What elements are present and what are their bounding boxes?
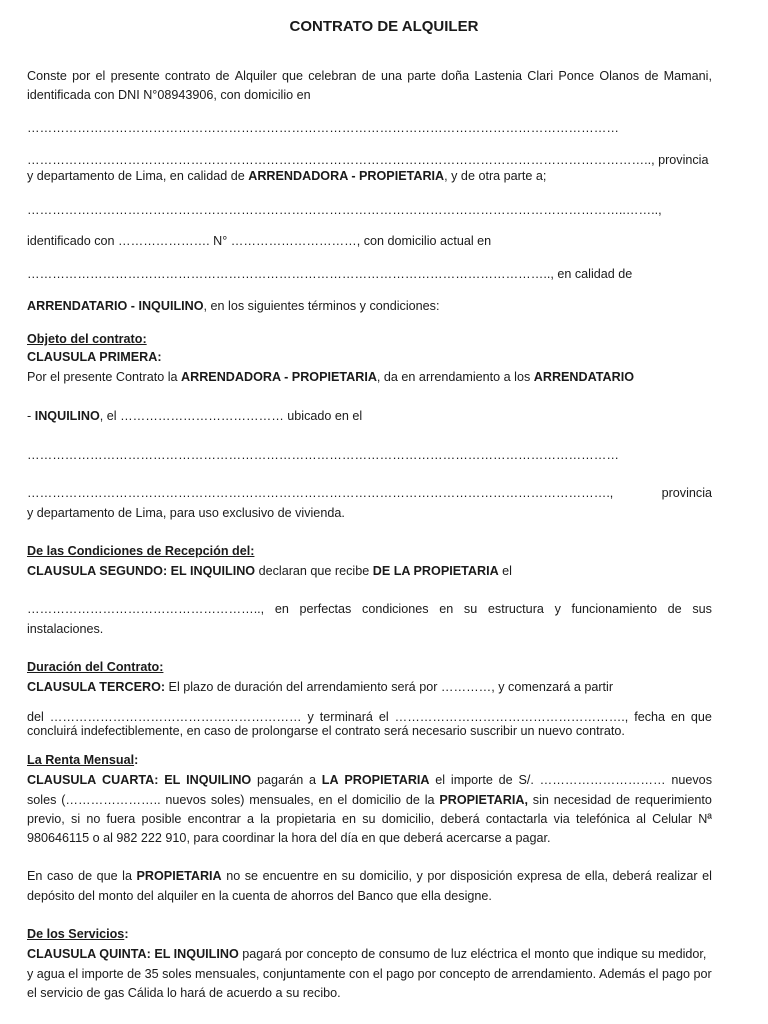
w: deberá xyxy=(440,812,480,826)
w: que xyxy=(690,710,712,724)
clause-5-heading xyxy=(27,926,129,942)
w: necesidad xyxy=(553,793,612,807)
text: , el ………………………………… ubicado en el xyxy=(99,409,363,423)
w: pagarán xyxy=(257,773,304,787)
w: en xyxy=(318,793,333,807)
w: de xyxy=(615,793,630,807)
w: sus xyxy=(692,602,712,616)
text: , en los siguientes términos y condiciones: xyxy=(203,299,440,313)
intro-blank-province: ………………………………………………………………………………………………………………………………….., provincia xyxy=(27,153,709,167)
w: de xyxy=(78,869,93,883)
w: mensuales, xyxy=(249,793,314,807)
w: y xyxy=(416,869,423,883)
w: no xyxy=(226,869,241,883)
text: ARRENDATARIO xyxy=(533,370,635,384)
w: de xyxy=(405,793,420,807)
text: La Renta Mensual xyxy=(27,753,135,767)
w: soles) xyxy=(210,793,245,807)
w: EL xyxy=(164,773,181,787)
w: de xyxy=(667,602,682,616)
w: el xyxy=(95,69,106,83)
w: expresa xyxy=(516,869,562,883)
w: del xyxy=(27,710,44,724)
clause-4-heading xyxy=(27,752,138,768)
intro-quality: …………………………………………………………………………………………………………….., en calidad de xyxy=(27,267,633,281)
w: terminará xyxy=(319,710,373,724)
contract-title: CONTRATO DE ALQUILER xyxy=(289,18,479,35)
text: INQUILINO xyxy=(34,409,100,423)
w: no xyxy=(86,812,101,826)
text: El plazo de duración del arrendamiento será por …………, y comenzará a partir xyxy=(165,680,614,694)
text: Por el presente Contrato la xyxy=(27,370,182,384)
intro-line-1 xyxy=(27,68,712,84)
w: parte xyxy=(407,69,436,83)
party-arrendadora: ARRENDADORA - PROPIETARIA xyxy=(248,169,445,183)
intro-identified: identificado con …………………. N° …………………………, con domicilio actual en xyxy=(27,234,492,248)
w: Conste xyxy=(27,69,67,83)
w: PROPIETARIA, xyxy=(439,793,528,807)
clause-5-line-2: y agua el importe de 35 soles mensuales, conjuntamente con el pago por concepto de arrendamiento. Además el pago por xyxy=(27,967,712,981)
w: ……………………………………………….., xyxy=(27,602,265,616)
clause-4-p2-line-2: depósito del monto del alquiler en la cuenta de ahorros del Banco que ella designe. xyxy=(27,889,492,903)
text: De los Servicios xyxy=(27,927,125,941)
w: Olanos xyxy=(599,69,640,83)
w: por xyxy=(427,869,446,883)
w: disposición xyxy=(450,869,513,883)
w: Nª xyxy=(698,812,712,826)
clause-5-line-3: el servicio de gas Cálida lo hará de acuerdo a su recibo. xyxy=(27,986,341,1000)
clause-4-line-2 xyxy=(27,792,712,808)
w: la xyxy=(260,812,271,826)
w: soles xyxy=(27,793,57,807)
w: perfectas xyxy=(299,602,352,616)
w: Alquiler xyxy=(234,69,277,83)
w: en xyxy=(670,710,685,724)
w: su xyxy=(362,812,376,826)
clause-1-heading: Objeto del contrato: xyxy=(27,332,147,346)
text: …………………………………………………………………………………………………………………………., xyxy=(27,486,614,500)
text: CLAUSULA TERCERO: xyxy=(27,680,166,694)
w: PROPIETARIA xyxy=(344,773,430,787)
w: CUARTA: xyxy=(102,773,159,787)
w: encontrar xyxy=(187,812,241,826)
party-arrendatario: ARRENDATARIO - INQUILINO xyxy=(27,299,204,313)
w: En xyxy=(27,869,43,883)
clause-1-line-2 xyxy=(27,408,362,424)
w: Clari xyxy=(527,69,554,83)
w: en xyxy=(439,602,454,616)
clause-1-line-1 xyxy=(27,369,634,385)
w: posible xyxy=(141,812,182,826)
w: si xyxy=(71,812,81,826)
w: presente xyxy=(110,69,160,83)
w: (………………….. xyxy=(61,793,161,807)
w: CLAUSULA xyxy=(27,773,97,787)
w: domicilio, xyxy=(359,869,413,883)
clause-2-line-3: instalaciones. xyxy=(27,622,104,636)
w: se xyxy=(244,869,259,883)
w: Celular xyxy=(652,812,692,826)
clause-2-line-1 xyxy=(27,563,512,579)
intro-line-9 xyxy=(27,298,439,314)
w: ella, xyxy=(584,869,608,883)
w: funcionamiento xyxy=(571,602,657,616)
w: de xyxy=(566,869,581,883)
w: deberá xyxy=(612,869,652,883)
w: por xyxy=(72,69,91,83)
text: , da en arrendamiento a los xyxy=(376,370,534,384)
intro-line-2: identificada con DNI N°08943906, con domicilio en xyxy=(27,88,311,102)
w: al xyxy=(636,812,646,826)
w: encuentre xyxy=(262,869,319,883)
w: LA xyxy=(321,773,339,787)
w: el xyxy=(337,793,348,807)
intro-line-5 xyxy=(27,168,546,184)
w: Lastenia xyxy=(474,69,523,83)
w: a xyxy=(309,773,317,787)
w: nuevos xyxy=(671,773,712,787)
text: pagará por concepto de consumo de luz eléctrica el monto que indique su medidor, xyxy=(238,947,707,961)
w: fuera xyxy=(106,812,136,826)
intro-blank-line-2: ……………………………………………………………………………………………………………………………..…….., xyxy=(27,203,662,217)
w: el xyxy=(378,710,389,724)
w: Mamani, xyxy=(663,69,712,83)
clause-4-line-4: 980646115 o al 982 222 910, para coordinar la hora del día en que deberá acercarse a pagar. xyxy=(27,831,551,845)
w: una xyxy=(381,69,403,83)
w: nuevos xyxy=(165,793,207,807)
clause-3-line-1 xyxy=(27,679,613,695)
w: realizar xyxy=(656,869,698,883)
w: condiciones xyxy=(362,602,429,616)
w: su xyxy=(341,869,355,883)
clause-4-line-1 xyxy=(27,772,712,788)
clause-2-heading: De las Condiciones de Recepción del: xyxy=(27,544,255,558)
w: de xyxy=(215,69,230,83)
text: CLAUSULA QUINTA: EL INQUILINO xyxy=(27,947,239,961)
w: en xyxy=(323,869,338,883)
w: estructura xyxy=(487,602,544,616)
w: caso xyxy=(46,869,74,883)
w: telefónica xyxy=(575,812,630,826)
clause-2-line-2 xyxy=(27,601,712,617)
w: importe xyxy=(450,773,493,787)
w: …………………………………………………… xyxy=(49,710,302,724)
w: domicilio, xyxy=(381,812,435,826)
clause-4-p2-line-1 xyxy=(27,868,712,884)
text: el xyxy=(498,564,512,578)
w: de xyxy=(498,773,513,787)
w: a xyxy=(247,812,255,826)
text: provincia xyxy=(661,486,712,500)
w: PROPIETARIA xyxy=(136,869,222,883)
w: S/. xyxy=(518,773,534,787)
w: fecha xyxy=(634,710,666,724)
clause-1-province xyxy=(27,485,712,501)
w: la xyxy=(424,793,435,807)
w: de xyxy=(361,69,376,83)
w: de xyxy=(644,69,659,83)
clause-3-heading: Duración del Contrato: xyxy=(27,660,164,674)
w: sin xyxy=(532,793,549,807)
w: el xyxy=(435,773,446,787)
w: INQUILINO xyxy=(186,773,252,787)
w: celebran xyxy=(308,69,357,83)
w: ………………………… xyxy=(539,773,666,787)
w: previo, xyxy=(27,812,65,826)
clause-3-line-3: concluirá indefectiblemente, en caso de prolongarse el contrato será necesario suscribir un nuevo contrato. xyxy=(27,724,625,738)
w: via xyxy=(553,812,570,826)
text: , y de otra parte a; xyxy=(444,169,547,183)
w: la xyxy=(122,869,132,883)
clause-4-line-3 xyxy=(27,811,712,827)
w: en xyxy=(341,812,356,826)
w: domicilio xyxy=(352,793,402,807)
w: doña xyxy=(441,69,470,83)
text: declaran que recibe xyxy=(255,564,373,578)
w: propietaria xyxy=(276,812,336,826)
text: ARRENDADORA - PROPIETARIA xyxy=(181,370,377,384)
w: el xyxy=(702,869,712,883)
clause-1-label: CLAUSULA PRIMERA: xyxy=(27,350,162,364)
w: en xyxy=(274,602,289,616)
clause-1-blank: …………………………………………………………………………………………………………………………… xyxy=(27,448,619,462)
w: requerimiento xyxy=(634,793,712,807)
w: contactarla xyxy=(485,812,548,826)
text: - xyxy=(27,409,35,423)
text: : xyxy=(134,753,139,767)
w: contrato xyxy=(164,69,211,83)
w: que xyxy=(282,69,304,83)
intro-blank-line: …………………………………………………………………………………………………………………………… xyxy=(27,121,619,135)
w: que xyxy=(96,869,118,883)
text: DE LA PROPIETARIA xyxy=(372,564,499,578)
text: : xyxy=(124,927,129,941)
clause-1-line-5: y departamento de Lima, para uso exclusivo de vivienda. xyxy=(27,506,345,520)
w: su xyxy=(463,602,478,616)
clause-5-line-1 xyxy=(27,946,706,962)
w: ………………………………………………., xyxy=(394,710,629,724)
text: y departamento de Lima, en calidad de xyxy=(27,169,249,183)
w: y xyxy=(307,710,314,724)
w: Ponce xyxy=(558,69,595,83)
text: CLAUSULA SEGUNDO: EL INQUILINO xyxy=(27,564,256,578)
w: y xyxy=(554,602,561,616)
